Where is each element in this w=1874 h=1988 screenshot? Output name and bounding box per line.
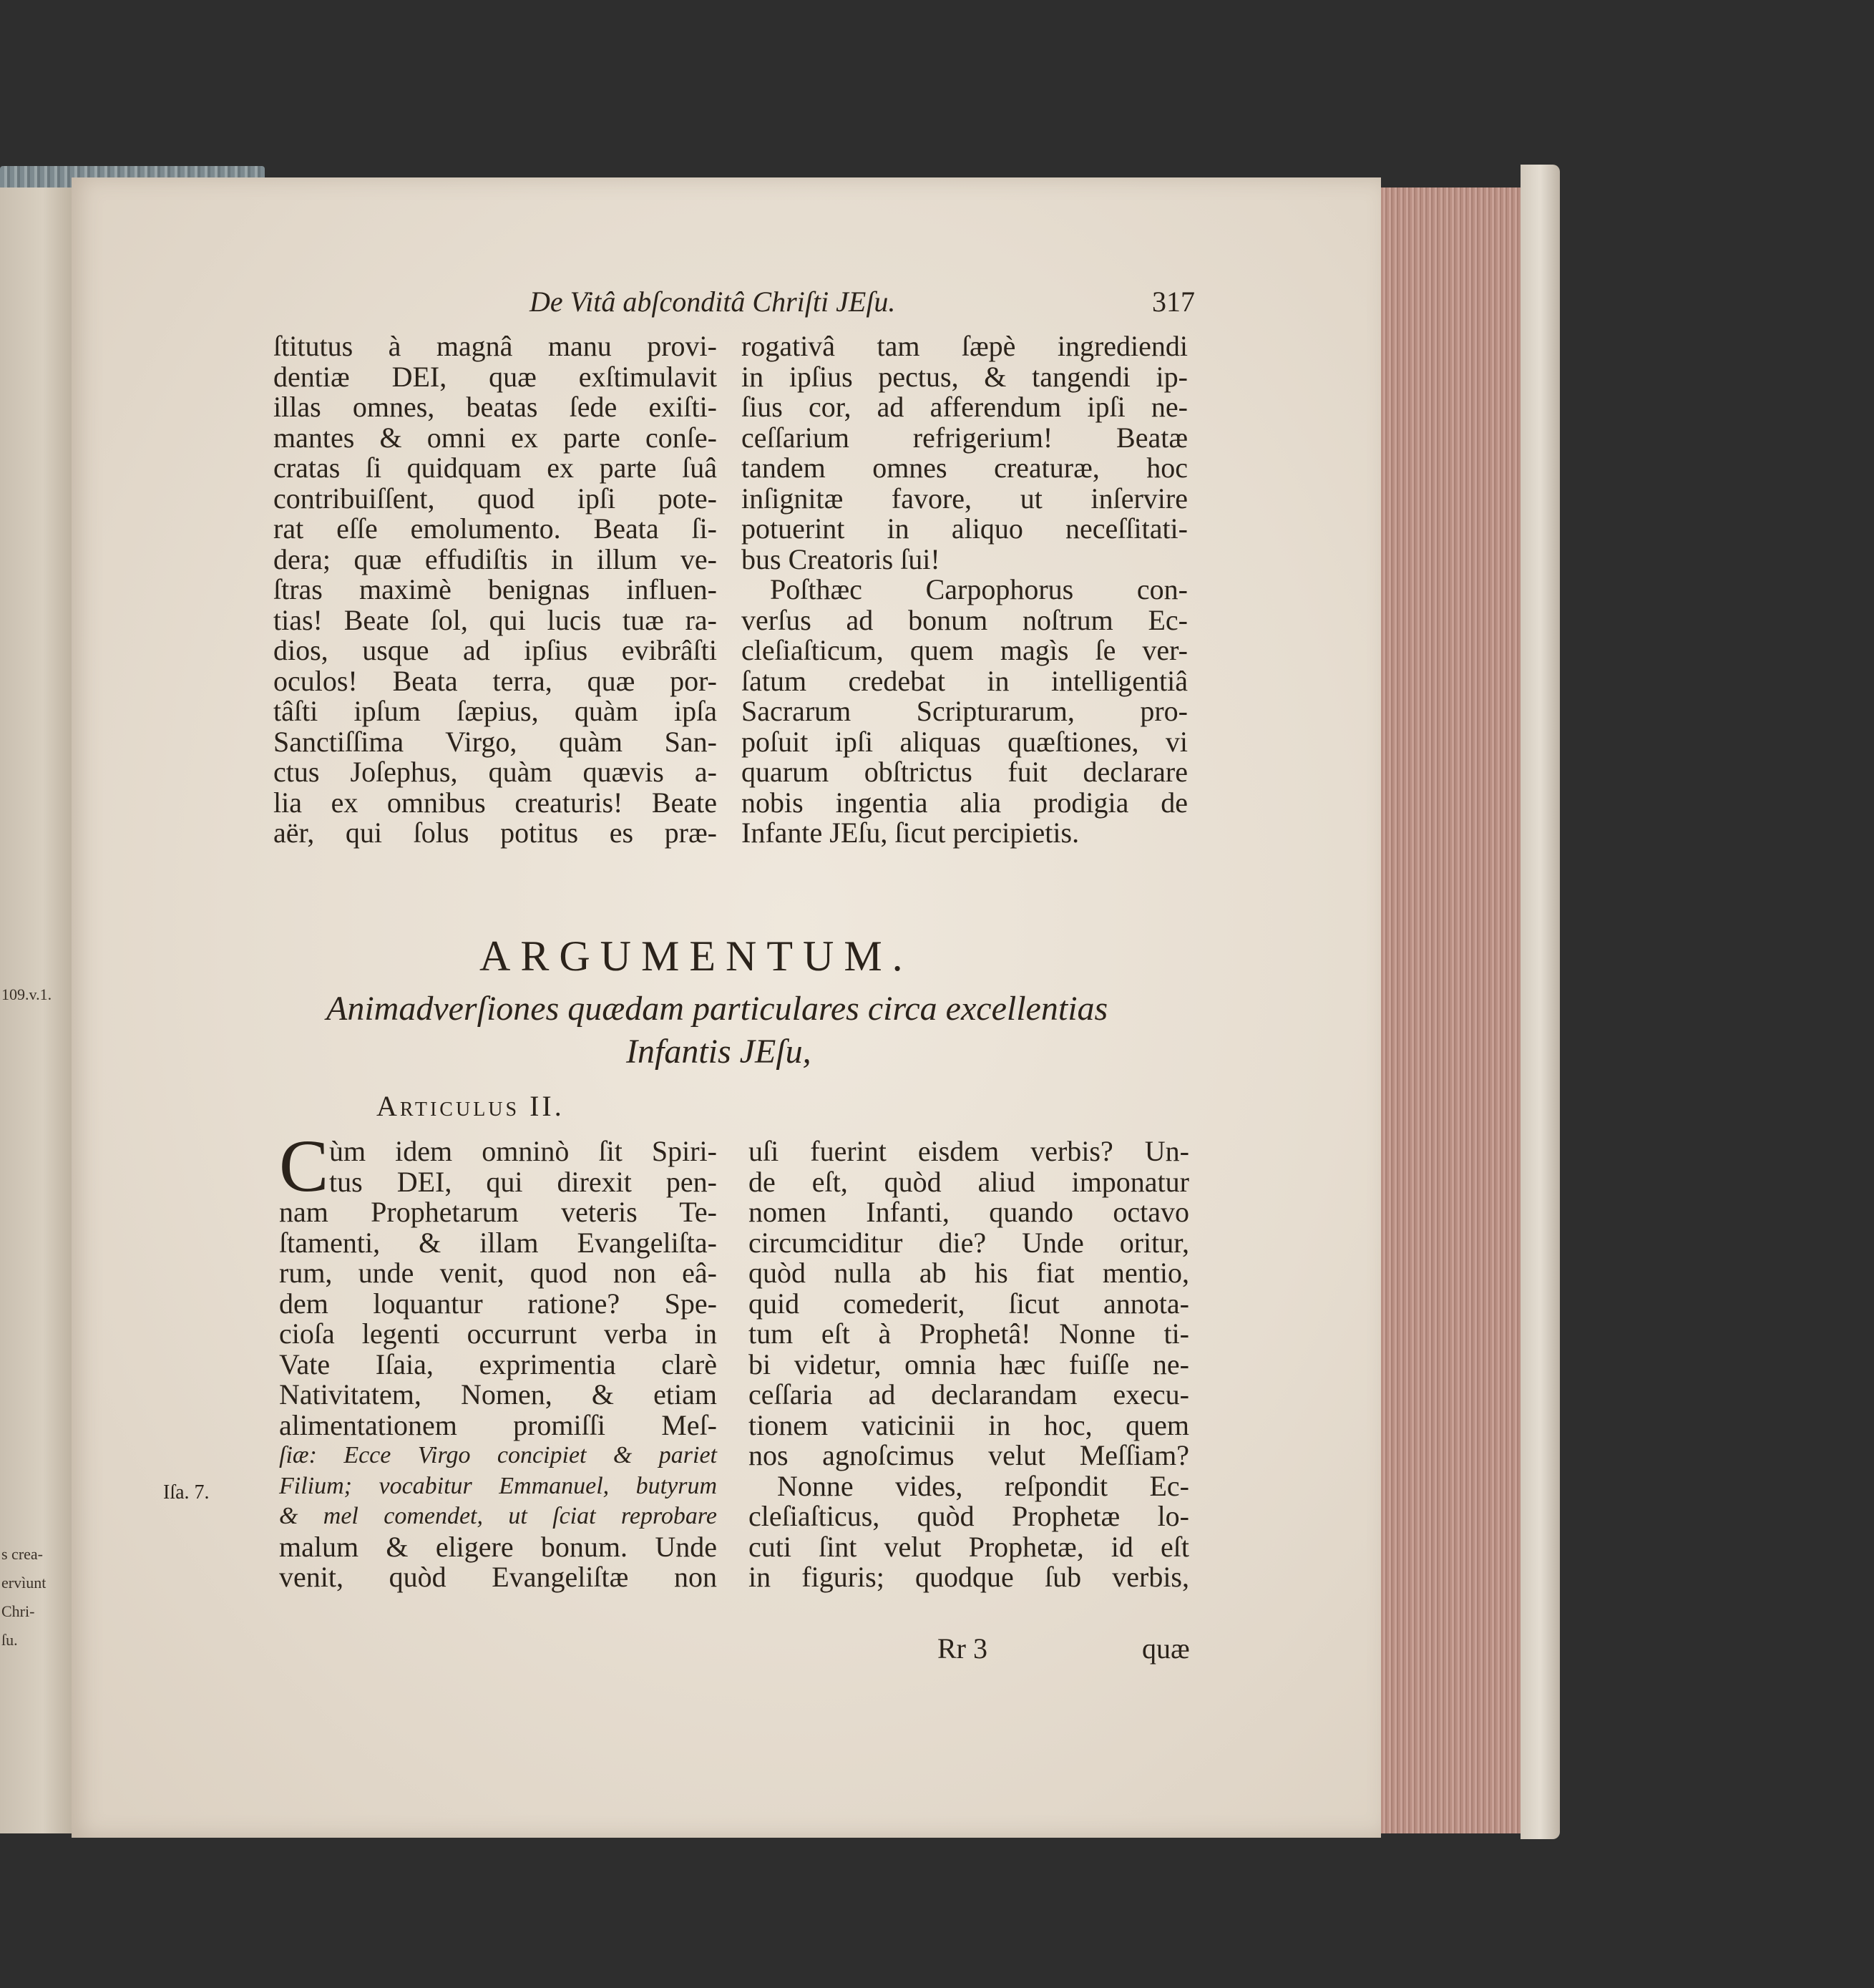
text-column-left-lower [279,1125,717,1593]
text-line: poſuit ipſi aliquas quæſtiones, vi [741,725,1188,758]
scripture-quote-line: ſiæ: Ecce Virgo concipiet & pariet [279,1442,717,1468]
text-line: nomen Infanti, quando octavo [748,1196,1189,1228]
text-line: ſatum credebat in intelligentiâ [741,664,1188,697]
text-line: inſignitæ favore, ut inſervire [741,482,1188,515]
text-line: aër, qui ſolus potitus es præ- [273,817,717,849]
text-line: verſus ad bonum noſtrum Ec- [741,603,1188,636]
text-line: uſi fuerint eisdem verbis? Un- [748,1135,1189,1167]
running-head-title: De Vitâ abſconditâ Chriſti JEſu. [529,286,896,318]
text-line: in figuris; quodque ſub verbis, [748,1561,1189,1593]
text-line: cleſiaſticum, quem magìs ſe ver- [741,634,1188,666]
text-line: ſtras maximè benignas influen- [273,573,717,605]
text-line: ceſſarium refrigerium! Beatæ [741,421,1188,454]
text-line: oculos! Beata terra, quæ por- [273,664,717,697]
text-line: rogativâ tam ſæpè ingrediendi [741,330,1188,362]
text-line: cleſiaſticus, quòd Prophetæ lo- [748,1500,1189,1532]
text-line: dentiæ DEI, quæ exſtimulavit [273,360,717,393]
text-line: mantes & omni ex parte conſe- [273,421,717,454]
text-line: Sanctiſſima Virgo, quàm San- [273,725,717,758]
text-line: Poſthæc Carpophorus con- [770,573,1188,605]
section-heading: ARGUMENTUM. [479,932,913,980]
text-line: in ipſius pectus, & tangendi ip- [741,360,1188,393]
article-label: Articulus II. [376,1090,565,1122]
text-line: venit, quòd Evangeliſtæ non [279,1561,717,1593]
text-line: nam Prophetarum veteris Te- [279,1196,717,1228]
left-margin-note-line: ſu. [1,1631,18,1649]
text-line: contribuiſſent, quod ipſi pote- [273,482,717,515]
text-line: quarum obſtrictus fuit declarare [741,756,1188,788]
text-line: ùm idem omninò ſit Spiri- [329,1135,717,1167]
left-margin-note-line: s crea- [1,1545,44,1563]
text-line: circumciditur die? Unde oritur, [748,1226,1189,1259]
text-line: ceſſaria ad declarandam execu- [748,1378,1189,1410]
text-line: bus Creatoris ſui! [741,542,940,575]
marginal-reference-isaiah: Iſa. 7. [163,1481,210,1504]
text-line: nobis ingentia alia prodigia de [741,786,1188,819]
section-subtitle-continued: Infantis JEſu, [626,1033,811,1071]
text-line: Nativitatem, Nomen, & etiam [279,1378,717,1410]
text-line: ſius cor, ad afferendum ipſi ne- [741,391,1188,423]
text-line: tum eſt à Prophetâ! Nonne ti- [748,1317,1189,1350]
text-line: tionem vaticinii in hoc, quem [748,1408,1189,1441]
scripture-quote-line: Filium; vocabitur Emmanuel, butyrum [279,1472,717,1499]
text-line: Infante JEſu, ſicut percipietis. [741,817,1080,849]
text-line: bi videtur, omnia hæc fuiſſe ne- [748,1348,1189,1380]
signature-mark: Rr 3 [937,1632,987,1665]
text-line: tâſti ipſum ſæpius, quàm ipſa [273,695,717,727]
text-line: ctus Joſephus, quàm quævis a- [273,756,717,788]
text-line: cioſa legenti occurrunt verba in [279,1317,717,1350]
left-margin-reference: 109.v.1. [1,985,52,1003]
drop-capital: C [279,1125,329,1207]
text-line: dios, usque ad ipſius evibrâſti [273,634,717,666]
text-line: cratas ſi quidquam ex parte ſuâ [273,452,717,484]
text-line: Vate Iſaia, exprimentia clarè [279,1348,717,1380]
page-block-fore-edge [1381,187,1524,1833]
text-line: Nonne vides, reſpondit Ec- [777,1469,1189,1502]
left-margin-note-line: ervìunt [1,1574,47,1592]
text-line: Sacrarum Scripturarum, pro- [741,695,1188,727]
text-line: nos agnoſcimus velut Meſſiam? [748,1439,1189,1471]
running-head [529,285,1195,328]
text-line: alimentationem promiſſi Meſ- [279,1408,717,1441]
page-number: 317 [1152,286,1195,318]
text-line: dem loquantur ratione? Spe- [279,1287,717,1320]
text-line: de eſt, quòd aliud imponatur [748,1165,1189,1198]
text-line: cuti ſint velut Prophetæ, id eſt [748,1530,1189,1563]
left-margin-note-line: Chri- [1,1602,35,1620]
text-column-right-upper [741,331,1188,849]
text-line: dera; quæ effudiſtis in illum ve- [273,542,717,575]
scripture-quote-line: & mel comendet, ut ſciat reprobare [279,1503,717,1529]
text-line: ſtamenti, & illam Evangeliſta- [279,1226,717,1259]
text-column-right-lower [748,1136,1189,1593]
text-line: illas omnes, beatas ſede exiſti- [273,391,717,423]
text-line: lia ex omnibus creaturis! Beate [273,786,717,819]
text-line: tandem omnes creaturæ, hoc [741,452,1188,484]
text-line: tus DEI, qui direxit pen- [329,1165,717,1198]
text-line: malum & eligere bonum. Unde [279,1530,717,1563]
text-column-left-upper [273,331,717,849]
section-subtitle: Animadverſiones quædam particulares circa excellentias [326,990,1108,1028]
text-line: ſtitutus à magnâ manu provi- [273,330,717,362]
text-line: rat eſſe emolumento. Beata ſi- [273,512,717,545]
text-line: rum, unde venit, quod non eâ- [279,1257,717,1289]
text-line: tias! Beate ſol, qui lucis tuæ ra- [273,603,717,636]
vellum-cover-edge [1521,165,1560,1839]
catchword: quæ [1142,1632,1190,1665]
previous-page-edge [0,187,73,1833]
text-line: quid comederit, ſicut annota- [748,1287,1189,1320]
text-line: potuerint in aliquo neceſſitati- [741,512,1188,545]
text-line: quòd nulla ab his fiat mentio, [748,1257,1189,1289]
